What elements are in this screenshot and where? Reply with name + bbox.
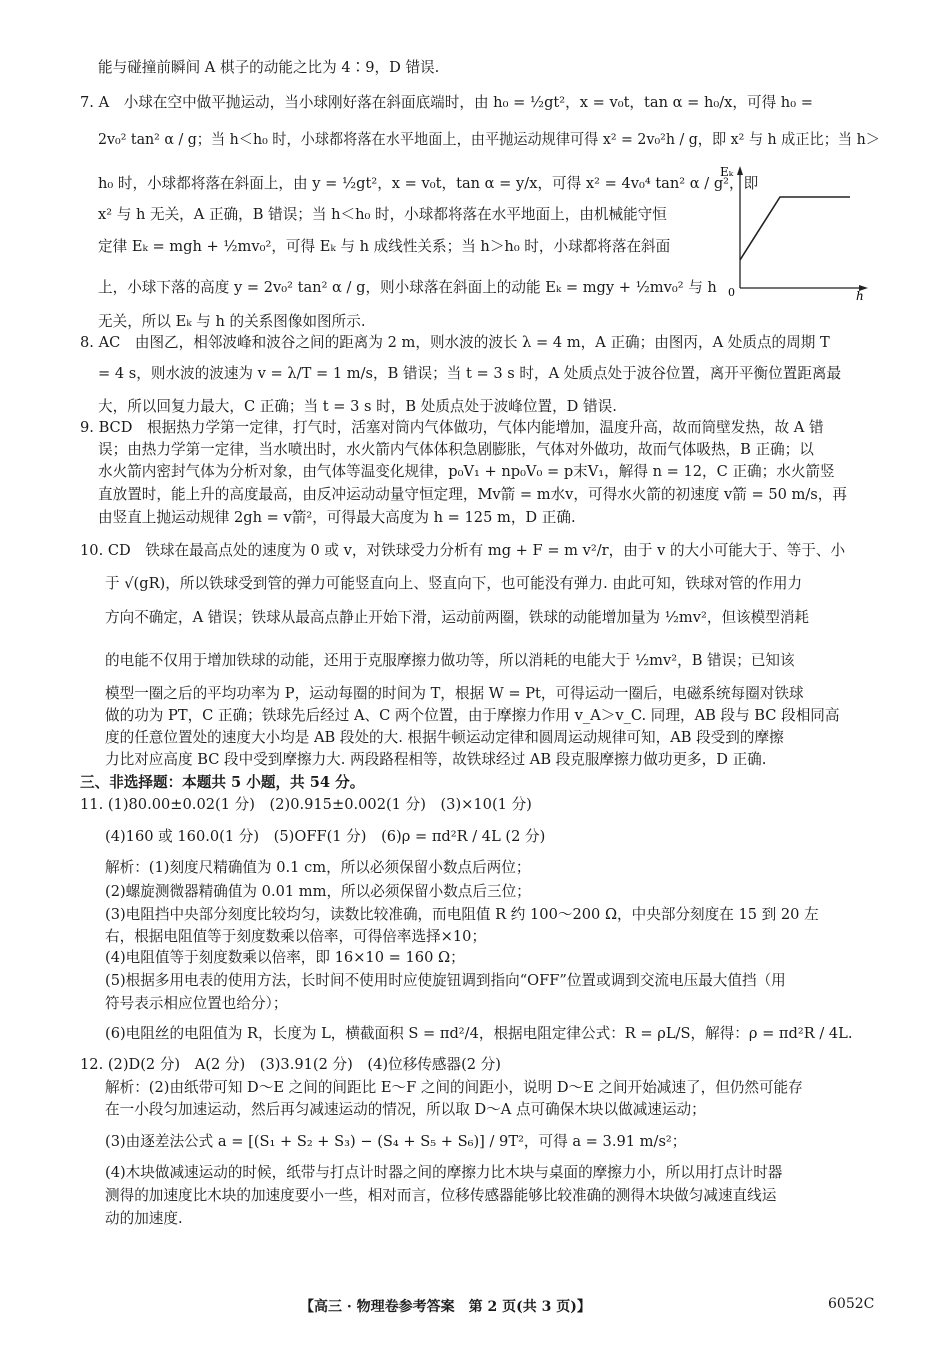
text-line: = 4 s，则水波的波速为 v = λ/T = 1 m/s，B 错误；当 t = 3 s 时，A 处质点处于波谷位置，离开平衡位置距离最 xyxy=(98,365,842,382)
text-line: 度的任意位置处的速度大小均是 AB 段处的大. 根据牛顿运动定律和圆周运动规律可知，AB 段受到的摩擦 xyxy=(105,729,784,746)
ek-h-graph xyxy=(720,160,868,303)
y-axis-arrow xyxy=(737,166,743,175)
ek-curve xyxy=(740,197,850,260)
text-line: 由竖直上抛运动规律 2gh = v箭²，可得最大高度为 h = 125 m，D 正确. xyxy=(98,509,576,526)
section-heading: 三、非选择题：本题共 5 小题，共 54 分。 xyxy=(80,774,365,791)
text-line: 于 √(gR)，所以铁球受到管的弹力可能竖直向上、竖直向下，也可能没有弹力. 由此可知，铁球对管的作用力 xyxy=(105,575,803,592)
text-line: 无关，所以 Eₖ 与 h 的关系图像如图所示. xyxy=(98,313,366,330)
text-line: (4)木块做减速运动的时候，纸带与打点计时器之间的摩擦力比木块与桌面的摩擦力小，所以用打点计时器 xyxy=(105,1164,783,1181)
text-line: 8. AC 由图乙，相邻波峰和波谷之间的距离为 2 m，则水波的波长 λ = 4 m，A 正确；由图丙，A 处质点的周期 T xyxy=(80,334,830,351)
y-axis-label: Eₖ xyxy=(720,165,734,179)
text-line: 方向不确定，A 错误；铁球从最高点静止开始下滑，运动前两圈，铁球的动能增加量为 ½mv²，但该模型消耗 xyxy=(105,609,810,626)
text-line: x² 与 h 无关，A 正确，B 错误；当 h＜h₀ 时，小球都将落在水平地面上，由机械能守恒 xyxy=(98,206,667,223)
text-line: 水火箭内密封气体为分析对象，由气体等温变化规律，p₀V₁ + np₀V₀ = p末V₁，解得 n = 12，C 正确；水火箭竖 xyxy=(98,463,835,480)
text-line: 9. BCD 根据热力学第一定律，打气时，活塞对筒内气体做功，气体内能增加，温度升高，故而筒壁发热，故 A 错 xyxy=(80,419,824,436)
text-line: (4)电阻值等于刻度数乘以倍率，即 16×10 = 160 Ω； xyxy=(105,949,465,966)
text-line: (4)160 或 160.0(1 分) (5)OFF(1 分) (6)ρ = πd²R / 4L (2 分) xyxy=(105,828,546,845)
text-line: (3)电阻挡中央部分刻度比较均匀，读数比较准确，而电阻值 R 约 100～200 Ω，中央部分刻度在 15 到 20 左 xyxy=(105,906,819,923)
text-line: 误；由热力学第一定律，当水喷出时，水火箭内气体体积急剧膨胀，气体对外做功，故而气体吸热，B 正确；以 xyxy=(98,441,814,458)
text-line: 动的加速度. xyxy=(105,1210,183,1227)
text-line: 解析：(1)刻度尺精确值为 0.1 cm，所以必须保留小数点后两位； xyxy=(105,859,531,876)
x-axis-label: h xyxy=(856,289,864,303)
text-line: 测得的加速度比木块的加速度要小一些，相对而言，位移传感器能够比较准确的测得木块做匀减速直线运 xyxy=(105,1187,777,1204)
text-line: 12. (2)D(2 分) A(2 分) (3)3.91(2 分) (4)位移传感器(2 分) xyxy=(80,1056,501,1073)
text-line: 做的功为 PT，C 正确；铁球先后经过 A、C 两个位置，由于摩擦力作用 v_A＞v_C. 同理，AB 段与 BC 段相同高 xyxy=(105,707,840,724)
text-line: 在一小段匀加速运动，然后再匀减速运动的情况，所以取 D～A 点可确保木块以做减速运动； xyxy=(105,1101,706,1118)
text-line: 能与碰撞前瞬间 A 棋子的动能之比为 4∶9，D 错误. xyxy=(98,59,440,76)
text-line: 7. A 小球在空中做平抛运动，当小球刚好落在斜面底端时，由 h₀ = ½gt²，x = v₀t，tan α = h₀/x，可得 h₀ = xyxy=(80,94,813,111)
text-line: 的电能不仅用于增加铁球的动能，还用于克服摩擦力做功等，所以消耗的电能大于 ½mv²，B 错误；已知该 xyxy=(105,652,795,669)
text-line: 符号表示相应位置也给分）； xyxy=(105,995,288,1012)
text-line: (5)根据多用电表的使用方法，长时间不使用时应使旋钮调到指向“OFF”位置或调到交流电压最大值挡（用 xyxy=(105,972,786,989)
text-line: 定律 Eₖ = mgh + ½mv₀²，可得 Eₖ 与 h 成线性关系；当 h＞h₀ 时，小球都将落在斜面 xyxy=(98,238,671,255)
text-line: 2v₀² tan² α / g；当 h＜h₀ 时，小球都将落在水平地面上，由平抛运动规律可得 x² = 2v₀²h / g，即 x² 与 h 成正比；当 h＞ xyxy=(98,131,880,148)
text-line: 10. CD 铁球在最高点处的速度为 0 或 v，对铁球受力分析有 mg + F = m v²/r，由于 v 的大小可能大于、等于、小 xyxy=(80,542,846,559)
text-line: 力比对应高度 BC 段中受到摩擦力大. 两段路程相等，故铁球经过 AB 段克服摩擦力做功更多，D 正确. xyxy=(105,751,767,768)
text-line: 直放置时，能上升的高度最高，由反冲运动动量守恒定理，Mv箭 = m水v，可得水火箭的初速度 v箭 = 50 m/s，再 xyxy=(98,486,847,503)
text-line: (3)由逐差法公式 a = [(S₁ + S₂ + S₃) − (S₄ + S₅ + S₆)] / 9T²，可得 a = 3.91 m/s²； xyxy=(105,1133,687,1150)
text-line: h₀ 时，小球都将落在斜面上，由 y = ½gt²，x = v₀t，tan α = y/x，可得 x² = 4v₀⁴ tan² α / g²，即 xyxy=(98,175,759,192)
text-line: 解析：(2)由纸带可知 D～E 之间的间距比 E～F 之间的间距小，说明 D～E 之间开始减速了，但仍然可能存 xyxy=(105,1079,803,1096)
footer-code: 6052C xyxy=(828,1296,875,1312)
text-line: (2)螺旋测微器精确值为 0.01 mm，所以必须保留小数点后三位； xyxy=(105,883,531,900)
text-line: 11. (1)80.00±0.02(1 分) (2)0.915±0.002(1 分) (3)×10(1 分) xyxy=(80,796,532,813)
text-line: 大，所以回复力最大，C 正确；当 t = 3 s 时，B 处质点处于波峰位置，D 错误. xyxy=(98,398,617,415)
text-line: 右，根据电阻值等于刻度数乘以倍率，可得倍率选择×10； xyxy=(105,928,487,945)
text-line: (6)电阻丝的电阻值为 R，长度为 L，横截面积 S = πd²/4，根据电阻定律公式：R = ρL/S，解得：ρ = πd²R / 4L. xyxy=(105,1025,853,1042)
origin-label: 0 xyxy=(728,286,735,299)
text-line: 上，小球下落的高度 y = 2v₀² tan² α / g，则小球落在斜面上的动能 Eₖ = mgy + ½mv₀² 与 h xyxy=(98,279,717,296)
text-line: 模型一圈之后的平均功率为 P，运动每圈的时间为 T，根据 W = Pt，可得运动一圈后，电磁系统每圈对铁球 xyxy=(105,685,804,702)
footer-title: 【高三 · 物理卷参考答案 第 2 页(共 3 页)】 xyxy=(300,1299,591,1315)
